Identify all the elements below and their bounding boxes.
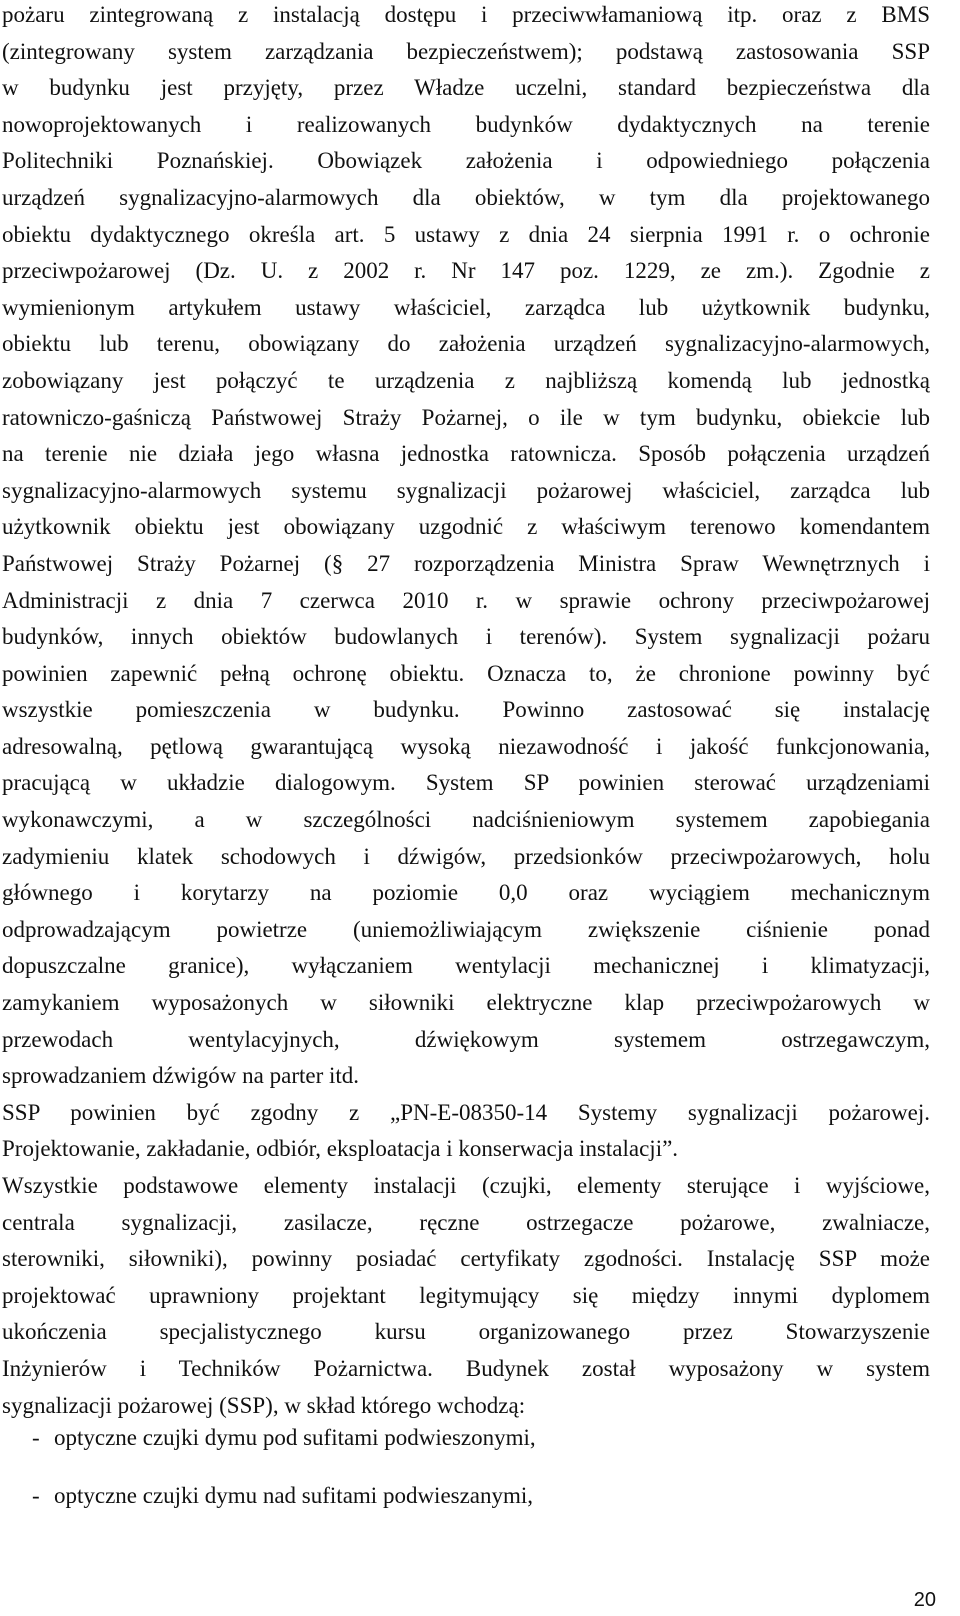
text-line: na terenie nie działa jego własna jednostka ratownicza. Sposób połączenia urządzeń <box>2 441 930 467</box>
text-line: sygnalizacyjno-alarmowych systemu sygnalizacji pożarowej właściciel, zarządca lub <box>2 477 930 503</box>
text-line: obiektu lub terenu, obowiązany do założenia urządzeń sygnalizacyjno-alarmowych, <box>2 331 930 357</box>
text-line: sprowadzaniem dźwigów na parter itd. <box>2 1063 360 1089</box>
list-marker: - <box>32 1483 40 1508</box>
text-line: ukończenia specjalistycznego kursu organizowanego przez Stowarzyszenie <box>2 1319 930 1345</box>
text-line: zamykaniem wyposażonych w siłowniki elektryczne klap przeciwpożarowych w <box>2 990 930 1016</box>
text-line: urządzeń sygnalizacyjno-alarmowych dla obiektów, w tym dla projektowanego <box>2 184 930 210</box>
text-line: Wszystkie podstawowe elementy instalacji (czujki, elementy sterujące i wyjściowe, <box>2 1173 930 1198</box>
text-line: głównego i korytarzy na poziomie 0,0 oraz wyciągiem mechanicznym <box>2 880 930 906</box>
text-line: dopuszczalne granice), wyłączaniem wentylacji mechanicznej i klimatyzacji, <box>2 953 930 979</box>
text-line: Projektowanie, zakładanie, odbiór, eksploatacja i konserwacja instalacji”. <box>2 1136 679 1162</box>
text-line: przeciwpożarowej (Dz. U. z 2002 r. Nr 147 poz. 1229, ze zm.). Zgodnie z <box>2 258 930 284</box>
list-item <box>32 1478 912 1536</box>
text-line: sterowniki, siłowniki), powinny posiadać certyfikaty zgodności. Instalację SSP może <box>2 1246 930 1272</box>
text-line: Inżynierów i Techników Pożarnictwa. Budynek został wyposażony w system <box>2 1355 930 1381</box>
text-line: Politechniki Poznańskiej. Obowiązek założenia i odpowiedniego połączenia <box>2 148 930 174</box>
list-item-text: optyczne czujki dymu nad sufitami podwieszanymi, <box>54 1483 534 1508</box>
list-item <box>32 1420 912 1478</box>
text-line: przewodach wentylacyjnych, dźwiękowym systemem ostrzegawczym, <box>2 1026 930 1052</box>
list-item-text: optyczne czujki dymu pod sufitami podwieszonymi, <box>54 1425 536 1450</box>
text-line: budynków, innych obiektów budowlanych i terenów). System sygnalizacji pożaru <box>2 624 930 650</box>
text-line: pożaru zintegrowaną z instalacją dostępu i przeciwwłamaniową itp. oraz z BMS <box>2 2 930 27</box>
text-line: wymienionym artykułem ustawy właściciel, zarządca lub użytkownik budynku, <box>2 294 930 320</box>
text-line: adresowalną, pętlową gwarantującą wysoką niezawodność i jakość funkcjonowania, <box>2 733 930 759</box>
text-line: wszystkie pomieszczenia w budynku. Powinno zastosować się instalację <box>2 697 930 723</box>
text-line: centrala sygnalizacji, zasilacze, ręczne ostrzegacze pożarowe, zwalniacze, <box>2 1209 930 1235</box>
text-line: obiektu dydaktycznego określa art. 5 ustawy z dnia 24 sierpnia 1991 r. o ochronie <box>2 221 930 247</box>
text-line: użytkownik obiektu jest obowiązany uzgodnić z właściwym terenowo komendantem <box>2 514 930 540</box>
bullet-list <box>32 1420 912 1536</box>
text-line: zadymieniu klatek schodowych i dźwigów, przedsionków przeciwpożarowych, holu <box>2 843 930 869</box>
text-line: sygnalizacji pożarowej (SSP), w skład którego wchodzą: <box>2 1392 526 1418</box>
text-line: Administracji z dnia 7 czerwca 2010 r. w sprawie ochrony przeciwpożarowej <box>2 587 930 613</box>
text-line: ratowniczo-gaśniczą Państwowej Straży Pożarnej, o ile w tym budynku, obiekcie lub <box>2 404 930 430</box>
text-line: Państwowej Straży Pożarnej (§ 27 rozporządzenia Ministra Spraw Wewnętrznych i <box>2 550 930 576</box>
text-line: odprowadzającym powietrze (uniemożliwiającym zwiększenie ciśnienie ponad <box>2 916 930 942</box>
text-line: w budynku jest przyjęty, przez Władze uczelni, standard bezpieczeństwa dla <box>2 75 930 101</box>
text-line: zobowiązany jest połączyć te urządzenia z najbliższą komendą lub jednostką <box>2 367 930 393</box>
text-line: powinien zapewnić pełną ochronę obiektu. Oznacza to, że chronione powinny być <box>2 660 930 686</box>
text-line: SSP powinien być zgodny z „PN-E-08350-14 Systemy sygnalizacji pożarowej. <box>2 1099 930 1125</box>
page-number: 20 <box>913 1589 936 1611</box>
text-line: projektować uprawniony projektant legitymujący się między innymi dyplomem <box>2 1282 930 1308</box>
body-paragraph <box>2 0 930 1424</box>
text-line: pracującą w układzie dialogowym. System SP powinien sterować urządzeniami <box>2 770 930 796</box>
text-line: (zintegrowany system zarządzania bezpieczeństwem); podstawą zastosowania SSP <box>2 38 930 64</box>
list-marker: - <box>32 1425 40 1450</box>
text-line: nowoprojektowanych i realizowanych budynków dydaktycznych na terenie <box>2 111 930 137</box>
text-line: wykonawczymi, a w szczególności nadciśnieniowym systemem zapobiegania <box>2 807 930 833</box>
